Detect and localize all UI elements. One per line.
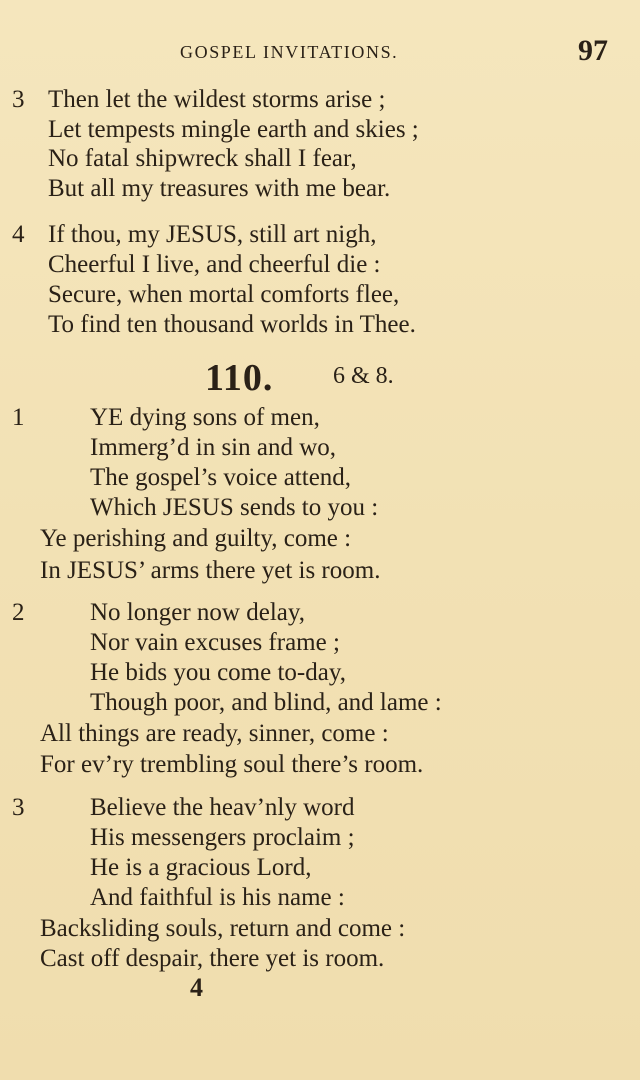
hymn-number: 110. [205,357,274,399]
verse-line: His messengers proclaim ; [90,824,355,851]
page-header [0,34,640,74]
hymn-meter: 6 & 8. [333,363,394,389]
verse-line: To find ten thousand worlds in Thee. [48,311,416,338]
signature-mark: 4 [190,973,203,1002]
verse-line: Which JESUS sends to you : [90,494,379,521]
running-title: GOSPEL INVITATIONS. [180,42,399,62]
verse-number: 3 [12,86,25,113]
verse-line: Secure, when mortal comforts flee, [48,281,400,308]
verse-line: Immerg’d in sin and wo, [90,434,337,461]
verse-line: Then let the wildest storms arise ; [48,86,386,113]
verse-line: Cast off despair, there yet is room. [40,945,385,972]
verse-line: Backsliding souls, return and come : [40,915,406,942]
verse-line: In JESUS’ arms there yet is room. [40,557,381,584]
verse-line: No fatal shipwreck shall I fear, [48,145,357,172]
verse-line: But all my treasures with me bear. [48,175,391,202]
verse-number: 3 [12,794,25,821]
verse-line: And faithful is his name : [90,884,345,911]
verse-line: Nor vain excuses frame ; [90,629,340,656]
verse-line: Let tempests mingle earth and skies ; [48,116,419,143]
verse-line: He bids you come to-day, [90,659,346,686]
verse-line: Though poor, and blind, and lame : [90,689,442,716]
verse-line: The gospel’s voice attend, [90,464,352,491]
verse-number: 4 [12,221,25,248]
page-number: 97 [578,34,608,67]
verse-line: He is a gracious Lord, [90,854,312,881]
verse-number: 1 [12,404,25,431]
verse-line: YE dying sons of men, [90,404,320,431]
verse-number: 2 [12,599,25,626]
verse-line: No longer now delay, [90,599,305,626]
verse-line: For ev’ry trembling soul there’s room. [40,751,424,778]
verse-line: If thou, my JESUS, still art nigh, [48,221,377,248]
verse-line: All things are ready, sinner, come : [40,720,389,747]
verse-line: Ye perishing and guilty, come : [40,525,352,552]
verse-line: Believe the heav’nly word [90,794,355,821]
verse-line: Cheerful I live, and cheerful die : [48,251,381,278]
